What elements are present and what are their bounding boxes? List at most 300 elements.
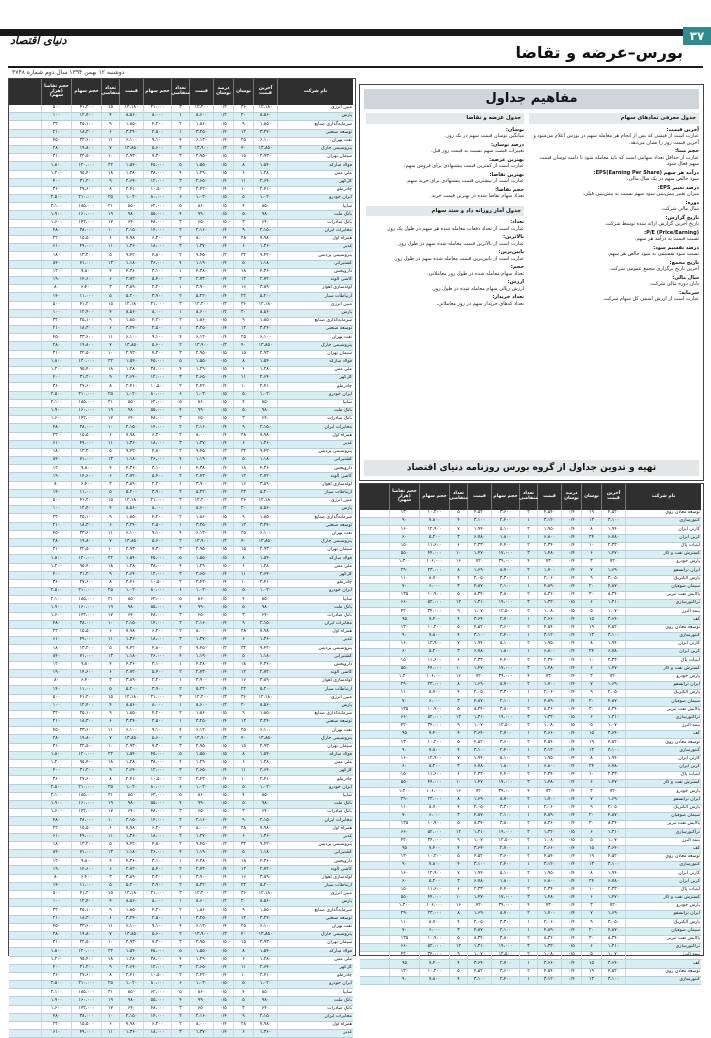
table-cell: ۴۵،۰۰۰ <box>143 162 171 169</box>
table-cell: ۱،۲۸۰ <box>119 367 143 374</box>
table-cell: ۲ <box>171 490 189 497</box>
table-cell: ۱،۵۵۰ <box>189 359 213 366</box>
table-cell: ۹،۱۰۰ <box>143 531 171 538</box>
table-cell: ۰/۴ <box>213 433 233 440</box>
table-cell: ۵،۲۲۰ <box>189 490 213 497</box>
table-cell: ۱۳۰ <box>389 739 419 746</box>
company-name: پتروشیمی خارک <box>277 932 353 939</box>
table-cell: ۰/۴ <box>561 887 581 894</box>
company-name: پارس خودرو <box>625 903 701 910</box>
table-cell: ۱،۲۸۰ <box>253 171 277 178</box>
table-cell: ۱۲ <box>233 277 253 284</box>
table-cell: ۱،۹۴۰ <box>467 526 491 533</box>
table-cell: ۰/۴ <box>213 719 233 726</box>
table-cell: ۲۲ <box>101 752 119 759</box>
table-cell: ۲،۵۰۰ <box>143 130 171 137</box>
table-row <box>9 564 353 572</box>
table-cell: ۸ <box>233 162 253 169</box>
table-cell: ۰/۴ <box>561 649 581 656</box>
table-cell: ۳ <box>171 375 189 382</box>
table-cell: ۱۴،۰۰۰ <box>143 621 171 628</box>
table-cell: ۴ <box>171 408 189 415</box>
table-cell: ۰/۴ <box>213 727 233 734</box>
table-cell: ۲،۴۱۰ <box>253 383 277 390</box>
table-cell: ۱۱ <box>233 179 253 186</box>
table-cell: ۲،۰۵۰ <box>601 805 625 812</box>
table-cell: ۰/۴ <box>561 928 581 935</box>
table-cell: ۵ <box>171 162 189 169</box>
table-cell: ۱۷ <box>101 220 119 227</box>
table-cell: ۷ <box>581 682 601 689</box>
table-cell: ۱۴۲،۰۰۰ <box>71 613 101 620</box>
table-cell: ۷ <box>449 756 467 763</box>
table-cell: ۲،۶۴۰ <box>253 375 277 382</box>
table-cell: ۱،۹۴۰ <box>601 870 625 877</box>
table-cell: ۱،۳۶۰ <box>119 244 143 251</box>
table-cell: ۳۶۰ <box>41 973 71 980</box>
left-stock-table <box>9 79 353 1038</box>
company-name: گسترش نفت و گاز <box>625 780 701 787</box>
table-cell: ۰/۲ <box>213 703 233 710</box>
table-row <box>9 883 353 891</box>
table-cell: ۱۹،۸۰۰ <box>71 342 101 349</box>
table-cell: ۰/۵ <box>213 760 233 767</box>
table-cell: ۵ <box>233 981 253 988</box>
table-cell: ۹۵ <box>389 731 419 738</box>
table-cell: ۹،۸۰۰ <box>71 269 101 276</box>
table-cell: ۲،۱۰۰ <box>491 584 519 591</box>
column-header: تعداد متقاضی <box>171 79 189 105</box>
table-cell: ۲۲۰ <box>41 236 71 243</box>
company-name: سیمان صوفیان <box>625 698 701 705</box>
table-cell: ۳،۹۰۰ <box>189 482 213 489</box>
table-cell: ۱۰ <box>449 780 467 787</box>
table-cell: ۹،۴۵۰ <box>189 842 213 849</box>
table-row <box>360 756 701 764</box>
table-cell: ۱۵ <box>101 498 119 505</box>
table-cell: ۶۱۰ <box>41 1030 71 1037</box>
table-cell: ۱،۱۹۰ <box>189 654 213 661</box>
table-row <box>9 613 353 621</box>
table-cell: ۱۰،۹۰۰ <box>419 936 449 943</box>
table-cell: ۹،۴۲۰ <box>253 842 277 849</box>
company-name: غدیر <box>277 834 353 841</box>
table-cell: ۱۸۰ <box>41 252 71 259</box>
company-name: کربن ایران <box>625 649 701 656</box>
table-cell: ۶۴۰ <box>119 1006 143 1013</box>
company-name: کف <box>625 616 701 623</box>
table-cell: ۳،۶۴۰ <box>467 731 491 738</box>
company-name: داروپخش <box>277 858 353 865</box>
table-cell: ۲،۱۶۰ <box>189 1014 213 1021</box>
table-cell: ۱۰،۹۰۰ <box>419 592 449 599</box>
table-cell: ۱،۷۰۰ <box>537 682 561 689</box>
table-cell: ۱۰ <box>449 551 467 558</box>
table-cell: ۰/۵ <box>561 829 581 836</box>
table-cell: ۵،۲۰۰ <box>419 764 449 771</box>
company-name: ایران ترانسفو <box>625 911 701 918</box>
table-cell: ۳،۱۰۰ <box>601 747 625 754</box>
table-cell: ۱۱ <box>233 572 253 579</box>
table-row <box>9 171 353 179</box>
issue-line: دوشنبه ۱۲ بهمن ۱۳۹۴ سال دوم شماره ۳۷۴۸ <box>12 69 125 76</box>
table-cell: ۳۶ <box>233 302 253 309</box>
table-cell: ۶ <box>449 772 467 779</box>
table-cell: ۳ <box>171 441 189 448</box>
concept-left-term: بهترین عرضه: <box>489 156 524 163</box>
table-cell: ۴۵،۰۰۰ <box>143 555 171 562</box>
table-cell: ۸ <box>581 526 601 533</box>
table-cell: ۱،۵۵۰ <box>189 555 213 562</box>
table-cell: ۱،۰۸۰ <box>537 838 561 845</box>
table-cell: ۶۴۰ <box>119 416 143 423</box>
table-cell: ۱،۲۹۰ <box>189 760 213 767</box>
table-cell: ۳ <box>449 813 467 820</box>
table-cell: ۴۵،۰۰۰ <box>143 948 171 955</box>
table-cell: ۰/۴ <box>561 821 581 828</box>
table-row <box>9 457 353 465</box>
table-cell: ۶۵۰ <box>189 416 213 423</box>
table-cell: ۱،۴۷۰ <box>467 895 491 902</box>
company-name: بانک صادرات <box>277 1006 353 1013</box>
table-cell: ۲،۴۱۰ <box>119 187 143 194</box>
column-header: حجم سهام <box>491 484 519 510</box>
table-cell: ۲،۷۰۰ <box>491 846 519 853</box>
table-cell: ۵ <box>449 854 467 861</box>
table-cell: ۱۵ <box>233 940 253 947</box>
table-cell: ۲۲،۵۰۰ <box>71 351 101 358</box>
table-cell: ۸،۳۴۰ <box>601 821 625 828</box>
table-cell: ۲،۴۱۰ <box>119 776 143 783</box>
table-cell: ۱۲،۲۰۰ <box>189 891 213 898</box>
table-cell: ۱۶ <box>449 559 467 566</box>
table-cell: ۱۹ <box>101 604 119 611</box>
column-header: حجم سهام <box>419 484 449 510</box>
concept-right-term: سال مالی: <box>672 274 699 281</box>
table-cell: ۱،۸۰۰ <box>41 162 71 169</box>
table-cell: ۳ <box>449 698 467 705</box>
company-name: بانک ملت <box>277 408 353 415</box>
table-cell: ۵ <box>101 252 119 259</box>
table-cell: ۴ <box>233 203 253 210</box>
table-cell: ۳۹،۰۰۰ <box>491 674 519 681</box>
table-cell: ۸،۰۰۰ <box>143 506 171 513</box>
table-cell: ۱۸ <box>101 760 119 767</box>
table-cell: ۱۴۰ <box>41 293 71 300</box>
table-cell: ۲،۱۰۰ <box>41 793 71 800</box>
table-cell: ۷،۳۰۰ <box>143 351 171 358</box>
table-cell: ۶۲،۰۰۰ <box>143 989 171 996</box>
table-cell: ۹۸۰ <box>253 408 277 415</box>
table-cell: ۶،۱۲۰ <box>189 924 213 931</box>
table-row <box>360 878 701 886</box>
table-cell: ۴،۸۹۰ <box>537 698 561 705</box>
table-cell: ۱،۰۷۰ <box>467 608 491 615</box>
table-cell: ۷،۹۸۰ <box>119 629 143 636</box>
table-cell: ۱۵۰ <box>389 887 419 894</box>
table-row <box>360 559 701 567</box>
table-cell: ۲ <box>171 383 189 390</box>
table-cell: ۱،۶۹۰ <box>601 911 625 918</box>
company-name: ارتباطات سیار <box>277 686 353 693</box>
table-cell: ۳ <box>519 715 537 722</box>
table-cell: ۲،۱۵۰ <box>119 1014 143 1021</box>
table-cell: ۱۸ <box>101 957 119 964</box>
company-name: مخابرات ایران <box>277 817 353 824</box>
table-cell: ۱،۲۸۰ <box>253 564 277 571</box>
table-cell: ۸ <box>101 187 119 194</box>
table-cell: ۱۱۰ <box>389 690 419 697</box>
table-cell: ۳۶۰ <box>41 776 71 783</box>
table-cell: ۱،۳۱۰ <box>467 829 491 836</box>
table-cell: ۹ <box>101 572 119 579</box>
table-cell: ۲۵ <box>233 531 253 538</box>
table-cell: ۲،۴۱۰ <box>119 973 143 980</box>
table-cell: ۱،۲۸۰ <box>119 171 143 178</box>
table-cell: ۲ <box>519 838 537 845</box>
table-cell: ۲،۴۲۰ <box>189 776 213 783</box>
table-cell: ۱۶۰ <box>389 526 419 533</box>
company-name: کارتن ایران <box>625 641 701 648</box>
table-row <box>9 670 353 678</box>
table-cell: ۱،۶۰۰ <box>41 416 71 423</box>
table-cell: ۳۱۰ <box>41 940 71 947</box>
table-credit: تهیه و تدوین جداول از گروه بورس روزنامه دنیای اقتصاد <box>364 460 699 476</box>
table-row <box>9 875 353 883</box>
table-cell: ۳،۶۰۰ <box>491 510 519 517</box>
table-cell: ۵ <box>233 392 253 399</box>
table-cell: ۵ <box>233 261 253 268</box>
table-row <box>9 326 353 334</box>
table-cell: ۲۳،۰۰۰ <box>419 797 449 804</box>
table-cell: ۲۸۰ <box>41 146 71 153</box>
table-cell: ۲ <box>519 682 537 689</box>
table-cell: ۳،۸۰۰ <box>491 936 519 943</box>
table-cell: ۹۸۰ <box>119 408 143 415</box>
table-cell: ۴ <box>171 564 189 571</box>
table-cell: ۱۳،۸۵۰ <box>253 342 277 349</box>
table-cell: ۰/۴ <box>213 375 233 382</box>
table-row <box>360 551 701 559</box>
table-cell: ۷۲۰ <box>601 559 625 566</box>
table-cell: ۰/۳ <box>213 539 233 546</box>
table-cell: ۱،۹۴۰ <box>601 756 625 763</box>
table-row <box>360 690 701 698</box>
table-row <box>9 695 353 703</box>
company-name: سایپا <box>277 989 353 996</box>
table-cell: ۴۱،۲۰۰ <box>71 498 101 505</box>
concept-right-term: دوره: <box>685 199 699 206</box>
table-cell: ۲ <box>171 735 189 742</box>
table-row <box>9 514 353 522</box>
table-cell: ۱،۷۰۰ <box>537 567 561 574</box>
table-cell: ۰/۴ <box>213 580 233 587</box>
table-cell: ۲۵ <box>233 334 253 341</box>
company-name: بانک صادرات <box>277 613 353 620</box>
table-cell: ۱،۳۱۰ <box>601 715 625 722</box>
table-cell: ۱،۸۵۰ <box>119 514 143 521</box>
table-cell: ۴ <box>171 367 189 374</box>
table-cell: ۱،۴۸۰ <box>537 780 561 787</box>
table-cell: ۲ <box>171 973 189 980</box>
table-cell: ۸۴۰ <box>41 654 71 661</box>
table-cell: ۲،۹۳۰ <box>119 351 143 358</box>
table-cell: ۶ <box>101 473 119 480</box>
concept-right-term: تاریخ گزارش: <box>665 214 699 221</box>
table-cell: ۸،۰۰۰ <box>189 629 213 636</box>
table-cell: ۰/۴ <box>561 747 581 754</box>
table-cell: ۱،۹۰۰ <box>41 801 71 808</box>
concept-right-term: آخرین قیمت: <box>666 126 699 133</box>
company-name: بانک ملت <box>277 604 353 611</box>
table-cell: ۱،۶۹۰ <box>601 682 625 689</box>
table-cell: ۰/۴ <box>561 919 581 926</box>
company-name: پارس خودرو <box>625 788 701 795</box>
table-cell: ۰/۴ <box>213 465 233 472</box>
table-cell: ۰/۴ <box>213 834 233 841</box>
table-cell: ۱،۳۶۰ <box>119 1030 143 1037</box>
company-name: بانک ملت <box>277 801 353 808</box>
table-row <box>9 490 353 498</box>
company-name: کاشی الوند <box>277 473 353 480</box>
table-row <box>360 928 701 936</box>
table-row <box>360 510 701 518</box>
table-cell: ۳،۲۴۰ <box>119 916 143 923</box>
table-cell: ۰/۴ <box>213 531 233 538</box>
table-cell: ۲۰ <box>581 813 601 820</box>
table-cell: ۳،۱۰۰ <box>467 633 491 640</box>
table-cell: ۵ <box>449 739 467 746</box>
company-name: کنتورسازی <box>625 747 701 754</box>
company-name: همراه اول <box>277 629 353 636</box>
table-cell: ۸۰،۰۰۰ <box>143 195 171 202</box>
table-cell: ۹ <box>581 576 601 583</box>
company-name: بانک صادرات <box>277 220 353 227</box>
table-cell: ۱۰ <box>233 187 253 194</box>
table-cell: ۳،۱۰۰ <box>143 465 171 472</box>
table-cell: ۱،۴۷۰ <box>467 551 491 558</box>
table-row <box>9 392 353 400</box>
table-cell: ۳،۱۰۰ <box>467 518 491 525</box>
company-name: پارس الکتریک <box>625 919 701 926</box>
table-cell: ۰/۵ <box>213 1006 233 1013</box>
table-cell: ۳،۸۹۰ <box>119 678 143 685</box>
table-cell: ۱ <box>171 269 189 276</box>
table-cell: ۲،۹۵۰ <box>189 547 213 554</box>
table-cell: ۱،۳۲۰ <box>537 715 561 722</box>
table-row <box>9 596 353 604</box>
table-cell: ۸۶۰ <box>189 400 213 407</box>
table-cell: ۱،۱۸۰ <box>119 457 143 464</box>
company-name: کربن ایران <box>625 878 701 885</box>
table-cell: ۶۴۰ <box>253 416 277 423</box>
table-cell: ۶۴۰ <box>119 220 143 227</box>
table-cell: ۳،۶۴۰ <box>601 731 625 738</box>
table-row <box>360 723 701 731</box>
table-cell: ۳ <box>519 551 537 558</box>
table-row <box>9 351 353 359</box>
company-name: داروپخش <box>277 269 353 276</box>
table-cell: ۴،۴۰۰ <box>491 543 519 550</box>
table-cell: ۱۹ <box>101 997 119 1004</box>
table-cell: ۱،۲۸۰ <box>253 957 277 964</box>
table-cell: ۳،۸۹۰ <box>253 875 277 882</box>
table-cell: ۱۶۰،۰۰۰ <box>71 604 101 611</box>
table-cell: ۴ <box>171 997 189 1004</box>
table-cell: ۱،۱۹۰ <box>189 850 213 857</box>
table-row <box>9 302 353 310</box>
table-cell: ۱،۹۴۰ <box>601 526 625 533</box>
table-cell: ۳۱،۲۰۰ <box>71 179 101 186</box>
table-cell: ۸،۷۰۰ <box>491 567 519 574</box>
table-cell: ۸۶۰ <box>189 596 213 603</box>
table-cell: ۴۸۰ <box>41 621 71 628</box>
table-cell: ۰/۴ <box>561 903 581 910</box>
company-name: کشتیرانی <box>277 457 353 464</box>
table-cell: ۲۱ <box>101 793 119 800</box>
table-cell: ۳،۱۰۰ <box>467 747 491 754</box>
table-cell: ۰/۴ <box>561 960 581 967</box>
table-cell: ۹،۴۵۰ <box>189 252 213 259</box>
table-cell: ۱۰ <box>101 940 119 947</box>
table-cell: ۳ <box>171 105 189 112</box>
table-cell: ۶۵۰ <box>189 1006 213 1013</box>
table-cell: ۱۱،۶۰۰ <box>419 772 449 779</box>
company-name: لبنیات پاک <box>625 543 701 550</box>
table-cell: ۳ <box>101 482 119 489</box>
table-cell: ۴،۳۶۰ <box>119 269 143 276</box>
table-cell: ۱۲۰ <box>41 269 71 276</box>
table-cell: ۳ <box>171 637 189 644</box>
table-cell: ۰/۴ <box>213 277 233 284</box>
table-cell: ۱۲،۹۰۰ <box>419 756 449 763</box>
table-cell: ۱۰،۲۰۰ <box>419 625 449 632</box>
company-name: فولاد مبارکه <box>277 555 353 562</box>
table-cell: ۰/۵ <box>213 809 233 816</box>
table-row <box>9 850 353 858</box>
table-cell: ۱ <box>519 649 537 656</box>
table-cell: ۴۸۰ <box>41 1014 71 1021</box>
table-cell: ۱،۰۲۰ <box>253 195 277 202</box>
table-cell: ۱،۳۲۰ <box>537 600 561 607</box>
table-cell: ۶ <box>233 441 253 448</box>
table-cell: ۸،۶۰۰ <box>189 506 213 513</box>
company-name: بیمه البرز <box>625 608 701 615</box>
column-header: آخرین قیمت <box>253 79 277 105</box>
table-cell: ۱۲،۲۰۰ <box>189 105 213 112</box>
table-cell: ۰/۴ <box>561 625 581 632</box>
concepts-right-subtitle: جدول معرفی نمادهای سهام <box>529 113 699 124</box>
table-cell: ۴۰۰ <box>41 179 71 186</box>
table-cell: ۲،۰۵۰ <box>601 690 625 697</box>
table-cell: ۲،۷۳۰ <box>189 473 213 480</box>
table-cell: ۳۰ <box>581 592 601 599</box>
table-cell: ۱،۵۵۰ <box>189 162 213 169</box>
table-cell: ۳ <box>449 584 467 591</box>
table-cell: ۴ <box>171 261 189 268</box>
table-cell: ۹ <box>233 121 253 128</box>
table-cell: ۱،۵۴۰ <box>253 555 277 562</box>
table-cell: ۰/۳ <box>213 932 233 939</box>
table-cell: ۴،۸۹۰ <box>537 813 561 820</box>
table-cell: ۲ <box>519 641 537 648</box>
company-name: پتروشیمی پردیس <box>277 645 353 652</box>
table-row <box>9 604 353 612</box>
table-cell: ۴،۵۲۰ <box>601 854 625 861</box>
table-cell: ۲۰ <box>233 506 253 513</box>
table-row <box>9 523 353 531</box>
concept-left-definition: میانگین نوسان قیمت سهم در یک روز. <box>445 133 524 139</box>
